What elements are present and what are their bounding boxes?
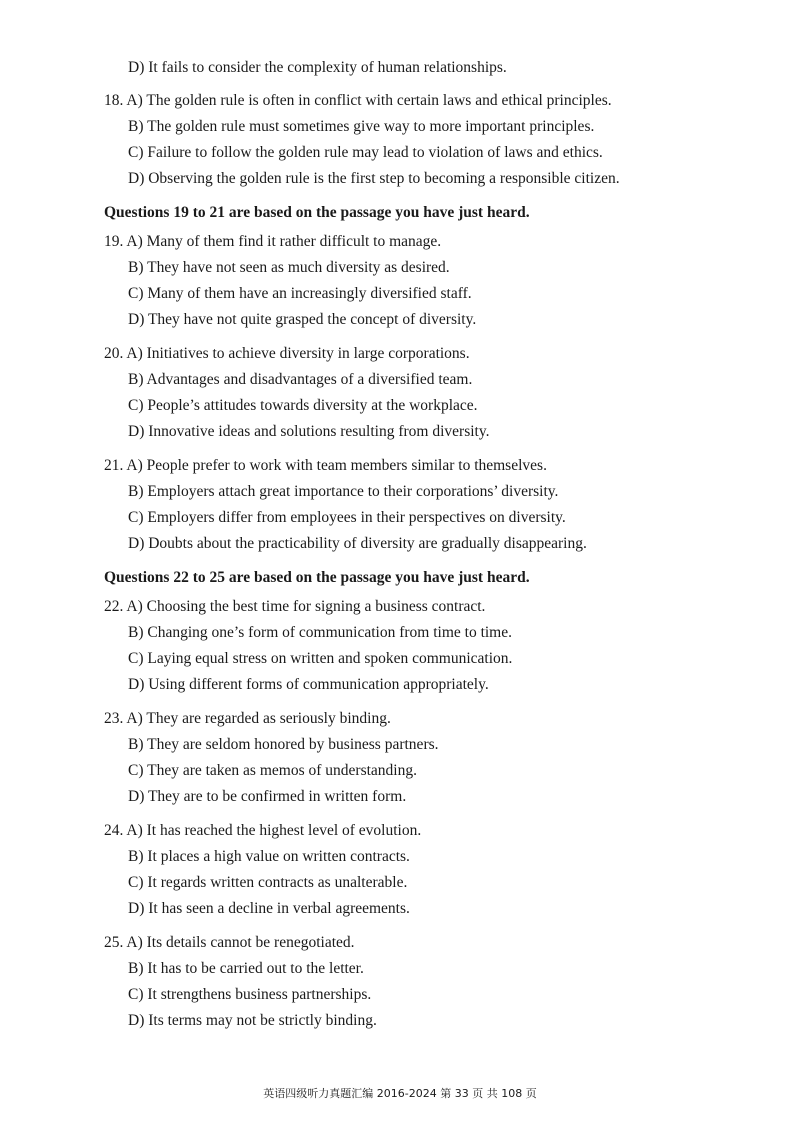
page-footer: 英语四级听力真题汇编 2016-2024 第 33 页 共 108 页	[263, 1087, 537, 1100]
q20-option-b: B) Advantages and disadvantages of a diversified team.	[128, 371, 473, 388]
q24-option-d: D) It has seen a decline in verbal agreements.	[128, 900, 410, 917]
q23-option-b: B) They are seldom honored by business partners.	[128, 736, 439, 753]
q23-option-c: C) They are taken as memos of understanding.	[128, 762, 417, 779]
q21-option-c: C) Employers differ from employees in their perspectives on diversity.	[128, 509, 566, 526]
q21-option-a: 21. A) People prefer to work with team members similar to themselves.	[104, 457, 547, 474]
q24-option-b: B) It places a high value on written contracts.	[128, 848, 410, 865]
q25-option-d: D) Its terms may not be strictly binding.	[128, 1012, 377, 1029]
section-heading-22-25: Questions 22 to 25 are based on the passage you have just heard.	[104, 569, 530, 586]
section-heading-19-21: Questions 19 to 21 are based on the passage you have just heard.	[104, 204, 530, 221]
q19-option-a: 19. A) Many of them find it rather difficult to manage.	[104, 233, 442, 250]
q25-option-a: 25. A) Its details cannot be renegotiated.	[104, 934, 355, 951]
q24-option-a: 24. A) It has reached the highest level of evolution.	[104, 822, 422, 839]
q23-option-d: D) They are to be confirmed in written form.	[128, 788, 407, 805]
q22-option-b: B) Changing one’s form of communication from time to time.	[128, 624, 512, 641]
q18-option-c: C) Failure to follow the golden rule may lead to violation of laws and ethics.	[128, 144, 603, 161]
q21-option-d: D) Doubts about the practicability of diversity are gradually disappearing.	[128, 535, 587, 552]
q17-option-d: D) It fails to consider the complexity of human relationships.	[128, 59, 507, 76]
q23-option-a: 23. A) They are regarded as seriously binding.	[104, 710, 391, 727]
q20-option-d: D) Innovative ideas and solutions resulting from diversity.	[128, 423, 490, 440]
q22-option-c: C) Laying equal stress on written and spoken communication.	[128, 650, 513, 667]
q25-option-c: C) It strengthens business partnerships.	[128, 986, 372, 1003]
q18-option-b: B) The golden rule must sometimes give way to more important principles.	[128, 118, 595, 135]
q20-option-a: 20. A) Initiatives to achieve diversity in large corporations.	[104, 345, 470, 362]
q20-option-c: C) People’s attitudes towards diversity at the workplace.	[128, 397, 478, 414]
q19-option-c: C) Many of them have an increasingly diversified staff.	[128, 285, 472, 302]
q19-option-b: B) They have not seen as much diversity as desired.	[128, 259, 450, 276]
q21-option-b: B) Employers attach great importance to their corporations’ diversity.	[128, 483, 559, 500]
q19-option-d: D) They have not quite grasped the concept of diversity.	[128, 311, 477, 328]
q22-option-d: D) Using different forms of communication appropriately.	[128, 676, 489, 693]
q25-option-b: B) It has to be carried out to the letter.	[128, 960, 364, 977]
q18-option-a: 18. A) The golden rule is often in conflict with certain laws and ethical principles.	[104, 92, 612, 109]
q18-option-d: D) Observing the golden rule is the first step to becoming a responsible citizen.	[128, 170, 620, 187]
q22-option-a: 22. A) Choosing the best time for signing a business contract.	[104, 598, 486, 615]
q24-option-c: C) It regards written contracts as unalterable.	[128, 874, 408, 891]
